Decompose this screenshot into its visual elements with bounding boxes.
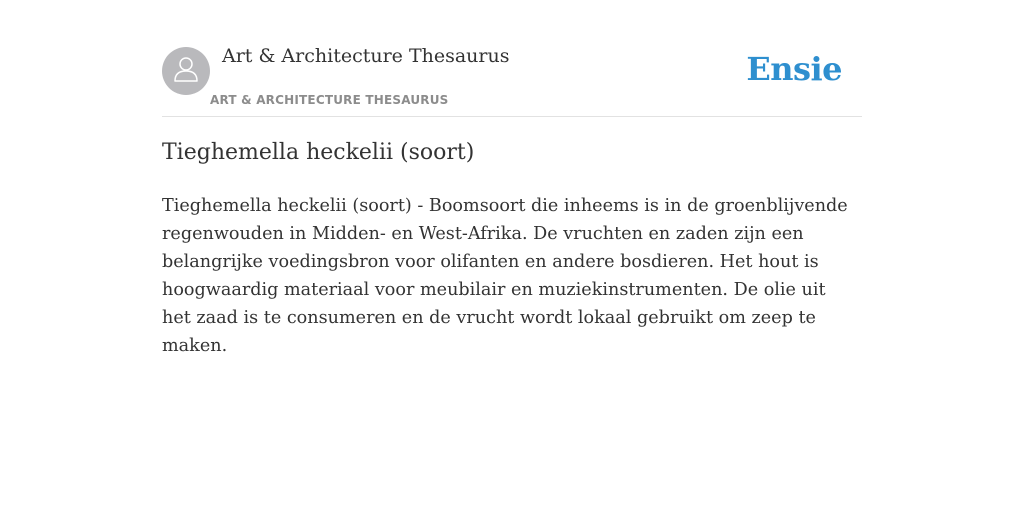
author-header bbox=[162, 0, 862, 117]
article-body: Tieghemella heckelii (soort) - Boomsoort die inheems is in de groenblijvende regenwouden in Midden- en West-Afrika. De vruchten en zaden zijn een belangrijke voedingsbron voor olifanten en andere bosdieren. Het hout is hoogwaardig materiaal voor meubilair en muziekinstrumenten. De olie uit het zaad is te consumeren en de vrucht wordt lokaal gebruikt om zeep te maken. bbox=[162, 196, 848, 356]
page-container bbox=[162, 0, 862, 356]
avatar[interactable] bbox=[162, 47, 210, 95]
article-title: Tieghemella heckelii (soort) bbox=[162, 140, 475, 165]
user-icon bbox=[171, 54, 201, 89]
author-subtitle[interactable]: ART & ARCHITECTURE THESAURUS bbox=[210, 93, 449, 107]
author-name[interactable]: Art & Architecture Thesaurus bbox=[222, 45, 510, 67]
brand-logo[interactable]: Ensie bbox=[746, 50, 842, 88]
